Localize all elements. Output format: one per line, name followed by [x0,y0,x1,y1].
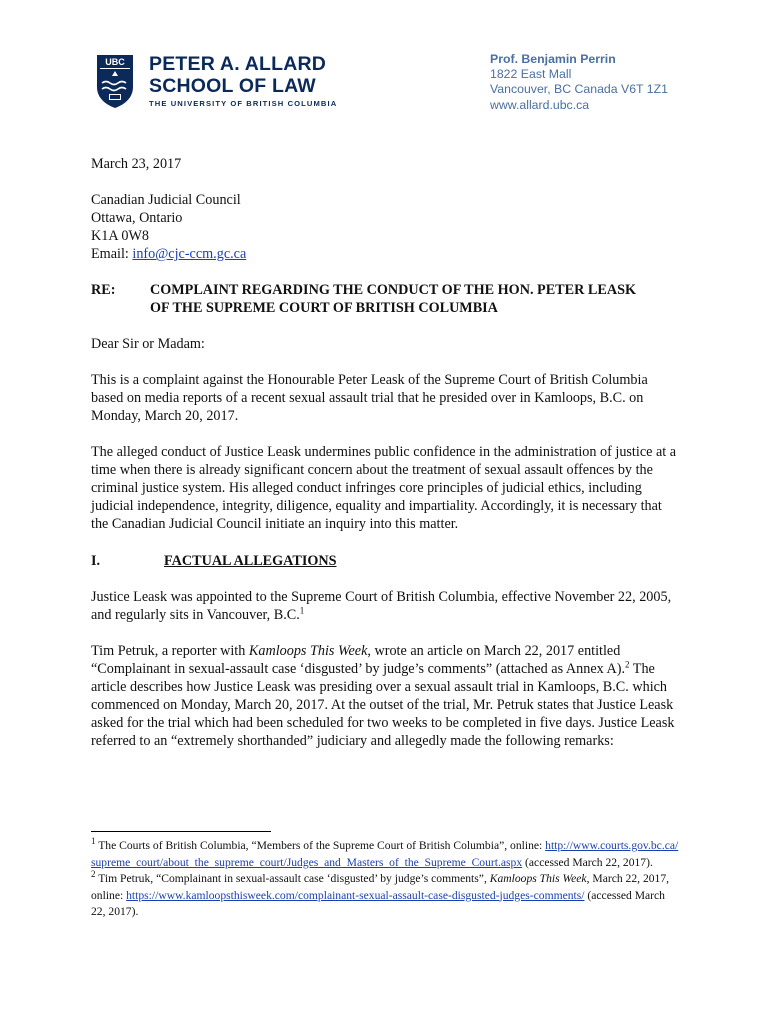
letter-date: March 23, 2017 [91,156,182,172]
subject-label: RE: [91,282,116,298]
paragraph-3 [91,588,679,624]
subject-text [150,281,679,317]
section-number: I. [91,553,101,569]
paragraph-3-text: Justice Leask was appointed to the Supreme Court of British Columbia, effective November 22, 2005, and regularly sits in Vancouver, B.C. [91,589,672,623]
recipient-email-link[interactable]: info@cjc-ccm.gc.ca [132,246,247,262]
email-label: Email: [91,246,133,262]
footnote-1-tail: (accessed March 22, 2017). [522,855,653,869]
salutation: Dear Sir or Madam: [91,336,205,352]
recipient-line2: Ottawa, Ontario [91,210,183,226]
sender-name: Prof. Benjamin Perrin [490,52,616,66]
recipient-line1: Canadian Judicial Council [91,192,241,208]
footnote-ref-1[interactable]: 1 [299,605,305,616]
ubc-crest-icon [95,53,135,109]
school-name-line2: SCHOOL OF LAW [149,75,316,97]
recipient-email-line [91,245,679,263]
subject-line [91,281,679,317]
footnote-1-number: 1 [91,836,96,847]
sender-city: Vancouver, BC Canada V6T 1Z1 [490,82,668,97]
section-heading [91,552,679,570]
footnote-1 [91,838,679,871]
paragraph-4-text-a: Tim Petruk, a reporter with [91,643,249,659]
subject-line1: COMPLAINT REGARDING THE CONDUCT OF THE HON. PETER LEASK [150,282,636,298]
footnote-2-publication: Kamloops This Week [489,872,587,885]
paragraph-4-text-b: , wrote an article on March 22, 2017 entitled “Complainant in sexual-assault case ‘disgusted’ by judge’s comments” (attached as Annex A). [91,643,625,677]
footnote-2-tail: (accessed March 22, 2017). [91,888,665,918]
paragraph-4 [91,642,679,750]
footnotes [91,838,679,921]
sender-address [490,52,668,113]
footnote-1-link[interactable]: http://www.courts.gov.bc.ca/supreme_court/about_the_supreme_court/Judges_and_Masters_of_the_Supreme_Court.aspx [91,839,679,869]
sender-street: 1822 East Mall [490,67,572,82]
footnote-1-text: The Courts of British Columbia, “Members of the Supreme Court of British Columbia”, online: [95,839,546,852]
section-title: FACTUAL ALLEGATIONS [164,553,337,569]
footnote-2-link[interactable]: https://www.kamloopsthisweek.com/complainant-sexual-assault-case-disgusted-judges-comments/ [126,888,585,902]
school-logo [95,53,355,113]
logo-badge-text: UBC [105,57,125,67]
school-name [149,53,337,108]
subject-line2: OF THE SUPREME COURT OF BRITISH COLUMBIA [150,300,498,316]
footnote-2-number: 2 [91,869,96,880]
publication-name: Kamloops This Week [248,643,368,659]
paragraph-2: The alleged conduct of Justice Leask undermines public confidence in the administration of justice at a time when there is already significant concern about the treatment of sexual assault offences by the criminal justice system. His alleged conduct infringes core principles of judicial ethics, including judicial independence, integrity, diligence, equality and impartiality. Accordingly, it is necessary that the Canadian Judicial Council initiate an inquiry into this matter. [91,444,677,532]
paragraph-4-text-c: The article describes how Justice Leask was presiding over a sexual assault trial in Kamloops, B.C. which commenced on Monday, March 20, 2017. At the outset of the trial, Mr. Petruk states that Justice Leask asked for the trial which had been scheduled for two weeks to be completed in five days. Justice Leask referred to an “extremely shorthanded” judiciary and allegedly made the following remarks: [91,661,675,749]
letter-body [91,155,679,750]
recipient-block [91,191,679,263]
footnote-divider [91,831,271,832]
school-name-line1: PETER A. ALLARD [149,53,327,75]
paragraph-1: This is a complaint against the Honourable Peter Leask of the Supreme Court of British Columbia based on media reports of a recent sexual assault trial that he presided over in Kamloops, B.C. on Monday, March 20, 2017. [91,372,648,424]
recipient-line3: K1A 0W8 [91,228,149,244]
footnote-2-text-b: , March 22, 2017, online: [91,872,670,902]
university-name: THE UNIVERSITY OF BRITISH COLUMBIA [149,99,338,108]
sender-website: www.allard.ubc.ca [490,97,590,112]
footnote-ref-2[interactable]: 2 [625,659,630,670]
footnote-2 [91,871,679,921]
footnote-2-text: Tim Petruk, “Complainant in sexual-assault case ‘disgusted’ by judge’s comments”, [95,872,490,885]
